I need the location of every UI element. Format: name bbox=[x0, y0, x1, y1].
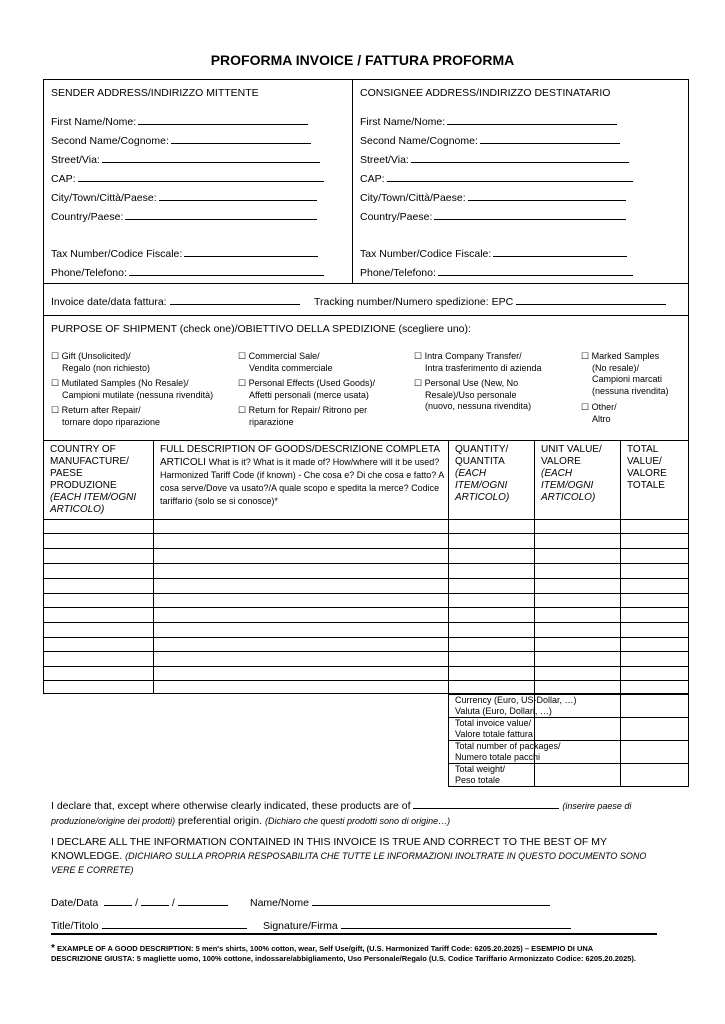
name-label: Name/Nome bbox=[250, 897, 309, 909]
table-row[interactable] bbox=[43, 680, 689, 681]
purpose-option[interactable]: ☐ Mutilated Samples (No Resale)/ Campioni mutilate (nessuna rivendità) bbox=[51, 378, 214, 400]
sender-field-input[interactable] bbox=[102, 152, 320, 163]
footnote-divider bbox=[51, 933, 657, 935]
table-row[interactable] bbox=[43, 578, 689, 579]
sender-field-row bbox=[51, 265, 324, 279]
checkbox-icon[interactable]: ☐ bbox=[581, 402, 592, 412]
summary-label: Total weight/ Peso totale bbox=[455, 764, 506, 785]
purpose-option[interactable]: ☐ Personal Use (New, No Resale)/Uso personale (nuovo, nessuna rivendita) bbox=[414, 378, 532, 411]
consignee-field-input[interactable] bbox=[468, 190, 626, 201]
sender-field-input[interactable] bbox=[129, 265, 324, 276]
footnote: * EXAMPLE OF A GOOD DESCRIPTION: 5 men's shirts, 100% cotton, wear, Self Use/gift, (U.S. Harmonized Tariff Code: 6205.20.2025) – ESEMPIO DI UNA DESCRIZIONE GIUSTA: 5 magliette uomo, 100% cottone, indossare/abbigliamento, Uso Personale/Regalo (U.S. Codice Tariffario Armonizzato Codice: 6205.20.2025). bbox=[51, 943, 636, 963]
consignee-field-input[interactable] bbox=[434, 209, 626, 220]
sender-field-row bbox=[51, 209, 317, 223]
origin-country-field[interactable] bbox=[413, 798, 559, 809]
consignee-field-input[interactable] bbox=[387, 171, 633, 182]
checkbox-icon[interactable]: ☐ bbox=[51, 378, 62, 388]
sender-field-input[interactable] bbox=[138, 114, 308, 125]
table-row[interactable] bbox=[43, 593, 689, 594]
sender-field-input[interactable] bbox=[184, 246, 318, 257]
consignee-field-row bbox=[360, 190, 626, 204]
sender-field-label: Country/Paese: bbox=[51, 211, 124, 223]
sender-field-row bbox=[51, 114, 308, 128]
header-unit-value: UNIT VALUE/ VALORE (EACH ITEM/OGNI ARTICOLO) bbox=[541, 444, 602, 503]
table-row[interactable] bbox=[43, 519, 689, 520]
purpose-option[interactable]: ☐ Intra Company Transfer/ Intra trasferimento di azienda bbox=[414, 351, 542, 373]
summary-label: Currency (Euro, US-Dollar, …) Valuta (Euro, Dollari, …) bbox=[455, 695, 577, 716]
sender-field-label: Tax Number/Codice Fiscale: bbox=[51, 248, 183, 260]
signature-label: Signature/Firma bbox=[263, 920, 338, 932]
sender-field-label: Phone/Telefono: bbox=[51, 267, 127, 279]
checkbox-icon[interactable]: ☐ bbox=[581, 351, 592, 361]
checkbox-icon[interactable]: ☐ bbox=[414, 351, 425, 361]
date-day-field[interactable] bbox=[104, 895, 132, 906]
sender-field-label: City/Town/Città/Paese: bbox=[51, 192, 157, 204]
checkbox-icon[interactable]: ☐ bbox=[414, 378, 425, 388]
checkbox-icon[interactable]: ☐ bbox=[238, 351, 249, 361]
header-description: FULL DESCRIPTION OF GOODS/DESCRIZIONE COMPLETA ARTICOLI What is it? What is it made of? How/where will it be used? Harmonized Tariff Code (if known) - Che cosa e? Di che cosa e fatto? A cosa serve/Dove va usato?/A quale scopo e spedita la merce? Codice tariffario (solo se si conosce)* bbox=[160, 444, 444, 506]
consignee-field-input[interactable] bbox=[493, 246, 627, 257]
consignee-field-label: Country/Paese: bbox=[360, 211, 433, 223]
table-row[interactable] bbox=[43, 666, 689, 667]
consignee-field-label: City/Town/Città/Paese: bbox=[360, 192, 466, 204]
date-year-field[interactable] bbox=[178, 895, 228, 906]
purpose-option[interactable]: ☐ Personal Effects (Used Goods)/ Affetti personali (merce usata) bbox=[238, 378, 375, 400]
consignee-field-label: First Name/Nome: bbox=[360, 116, 446, 128]
consignee-field-label: Phone/Telefono: bbox=[360, 267, 436, 279]
sender-field-label: Second Name/Cognome: bbox=[51, 135, 169, 147]
consignee-field-row bbox=[360, 133, 620, 147]
sender-field-row bbox=[51, 152, 320, 166]
consignee-field-input[interactable] bbox=[480, 133, 620, 144]
sender-field-input[interactable] bbox=[159, 190, 317, 201]
tracking-label: Tracking number/Numero spedizione: EPC bbox=[314, 296, 514, 308]
declaration-origin: I declare that, except where otherwise clearly indicated, these products are of (inserire paese di produzione/origine dei prodotti) preferential origin. (Dichiaro che questi prodotti sono di origine…) bbox=[51, 800, 632, 827]
page-title: PROFORMA INVOICE / FATTURA PROFORMA bbox=[210, 52, 515, 68]
purpose-option[interactable]: ☐ Marked Samples (No resale)/ Campioni marcati (nessuna rivendita) bbox=[581, 351, 669, 396]
table-row[interactable] bbox=[43, 651, 689, 652]
title-label: Title/Titolo bbox=[51, 920, 99, 932]
checkbox-icon[interactable]: ☐ bbox=[51, 405, 62, 415]
sender-field-row bbox=[51, 171, 324, 185]
consignee-field-label: Second Name/Cognome: bbox=[360, 135, 478, 147]
sender-field-row bbox=[51, 133, 311, 147]
sender-field-input[interactable] bbox=[125, 209, 317, 220]
consignee-field-label: Tax Number/Codice Fiscale: bbox=[360, 248, 492, 260]
sender-field-row bbox=[51, 246, 318, 260]
purpose-option[interactable]: ☐ Gift (Unsolicited)/ Regalo (non richiesto) bbox=[51, 351, 151, 373]
consignee-field-row bbox=[360, 209, 626, 223]
checkbox-icon[interactable]: ☐ bbox=[51, 351, 62, 361]
table-row[interactable] bbox=[43, 607, 689, 608]
sender-heading: SENDER ADDRESS/INDIRIZZO MITTENTE bbox=[51, 87, 259, 99]
sender-field-input[interactable] bbox=[78, 171, 324, 182]
consignee-field-row bbox=[360, 171, 633, 185]
sender-field-label: CAP: bbox=[51, 173, 76, 185]
consignee-field-row bbox=[360, 114, 617, 128]
date-label: Date/Data bbox=[51, 897, 99, 909]
consignee-field-label: CAP: bbox=[360, 173, 385, 185]
signature-field[interactable] bbox=[341, 918, 571, 929]
purpose-heading: PURPOSE OF SHIPMENT (check one)/OBIETTIVO DELLA SPEDIZIONE (scegliere uno): bbox=[51, 323, 471, 335]
sender-field-label: First Name/Nome: bbox=[51, 116, 137, 128]
consignee-field-row bbox=[360, 152, 629, 166]
purpose-option[interactable]: ☐ Other/ Altro bbox=[581, 402, 617, 424]
purpose-option[interactable]: ☐ Return for Repair/ Ritrono per riparazione bbox=[238, 405, 368, 427]
table-row[interactable] bbox=[43, 548, 689, 549]
checkbox-icon[interactable]: ☐ bbox=[238, 405, 249, 415]
consignee-field-input[interactable] bbox=[438, 265, 633, 276]
header-quantity: QUANTITY/ QUANTITA (EACH ITEM/OGNI ARTICOLO) bbox=[455, 444, 510, 503]
tracking-field[interactable] bbox=[516, 294, 666, 305]
checkbox-icon[interactable]: ☐ bbox=[238, 378, 249, 388]
consignee-field-label: Street/Via: bbox=[360, 154, 409, 166]
summary-label: Total invoice value/ Valore totale fattura bbox=[455, 718, 533, 739]
table-row[interactable] bbox=[43, 622, 689, 623]
purpose-option[interactable]: ☐ Return after Repair/ tornare dopo riparazione bbox=[51, 405, 161, 427]
table-row[interactable] bbox=[43, 533, 689, 534]
name-field[interactable] bbox=[312, 895, 550, 906]
header-country: COUNTRY OF MANUFACTURE/ PAESE PRODUZIONE (EACH ITEM/OGNI ARTICOLO) bbox=[50, 444, 137, 515]
consignee-field-row bbox=[360, 246, 627, 260]
summary-label: Total number of packages/ Numero totale pacchi bbox=[455, 741, 561, 762]
consignee-field-input[interactable] bbox=[447, 114, 617, 125]
consignee-heading: CONSIGNEE ADDRESS/INDIRIZZO DESTINATARIO bbox=[360, 87, 611, 99]
header-total-value: TOTAL VALUE/ VALORE TOTALE bbox=[627, 444, 667, 491]
consignee-field-input[interactable] bbox=[411, 152, 629, 163]
table-row[interactable] bbox=[43, 637, 689, 638]
sender-field-label: Street/Via: bbox=[51, 154, 100, 166]
declaration-truth: I DECLARE ALL THE INFORMATION CONTAINED IN THIS INVOICE IS TRUE AND CORRECT TO THE BEST OF MY KNOWLEDGE. (DICHIARO SULLA PROPRIA RESPOSABILITA CHE TUTTE LE INFORMAZIONI INOLTRATE IN QUESTO DOCUMENTO SONO VERE E CORRETE) bbox=[51, 836, 647, 875]
invoice-date-field[interactable] bbox=[170, 294, 300, 305]
title-field[interactable] bbox=[102, 918, 247, 929]
date-month-field[interactable] bbox=[141, 895, 169, 906]
purpose-option[interactable]: ☐ Commercial Sale/ Vendita commerciale bbox=[238, 351, 333, 373]
sender-field-row bbox=[51, 190, 317, 204]
invoice-date-label: Invoice date/data fattura: bbox=[51, 296, 167, 308]
consignee-field-row bbox=[360, 265, 633, 279]
sender-field-input[interactable] bbox=[171, 133, 311, 144]
table-row[interactable] bbox=[43, 563, 689, 564]
